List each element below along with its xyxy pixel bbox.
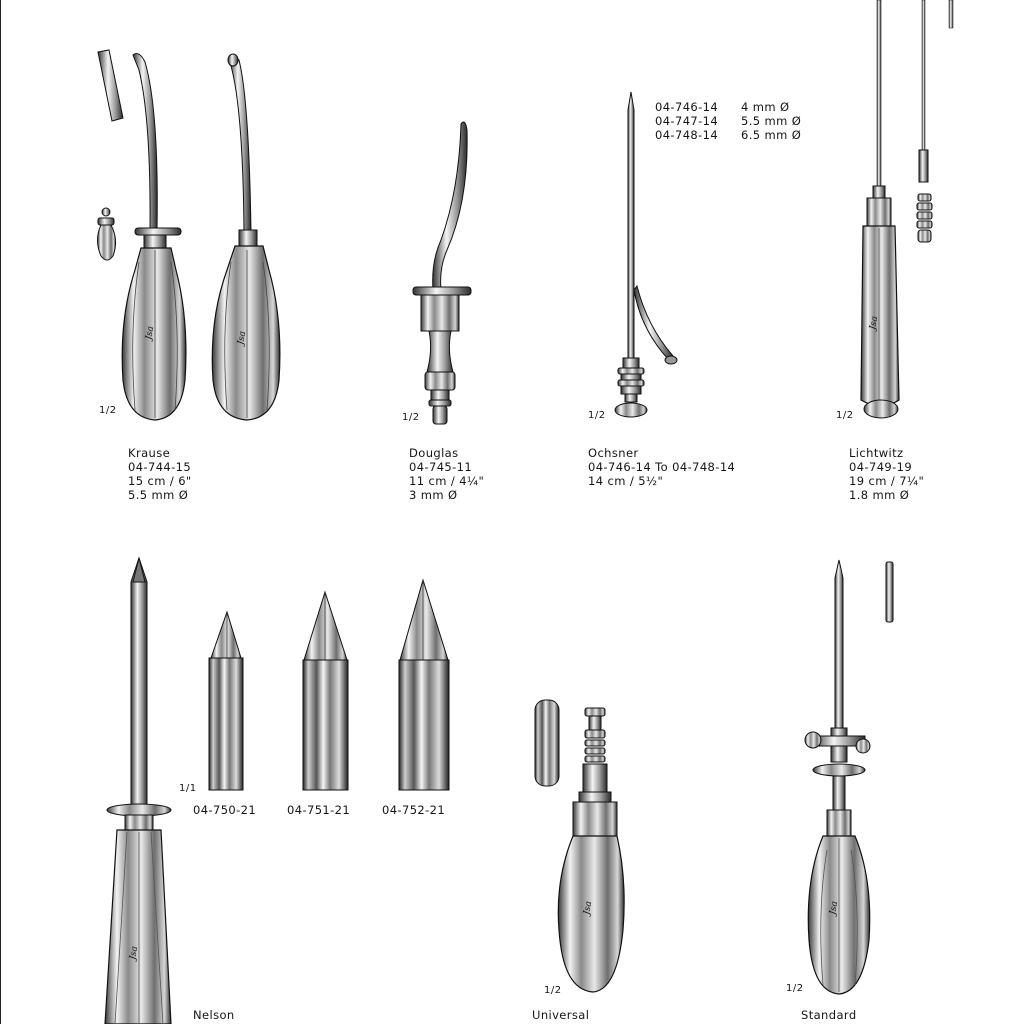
standard-name: Standard	[801, 1008, 857, 1022]
product-name: Douglas	[409, 446, 459, 460]
standard-trocar-illustration	[805, 560, 893, 994]
size-row-code: 04-746-14	[655, 100, 719, 114]
universal-trocar-illustration	[535, 700, 624, 992]
nelson-tip-code: 04-751-21	[287, 803, 351, 817]
krause-handle-logo-2: Jsa	[236, 330, 249, 346]
product-diameter: 3 mm Ø	[409, 488, 458, 502]
universal-scale: 1/2	[544, 985, 562, 996]
product-length: 11 cm / 4¼"	[409, 474, 485, 488]
size-row-code: 04-747-14	[655, 114, 719, 128]
product-code: 04-745-11	[409, 460, 473, 474]
nelson-tips-illustration	[209, 580, 449, 790]
krause-scale: 1/2	[99, 405, 117, 416]
nelson-name: Nelson	[193, 1008, 235, 1022]
instrument-illustrations	[1, 0, 1024, 1024]
product-code: 04-746-14 To 04-748-14	[588, 460, 736, 474]
product-length: 19 cm / 7¼"	[849, 474, 925, 488]
lichtwitz-scale: 1/2	[836, 410, 854, 421]
product-length: 15 cm / 6"	[128, 474, 192, 488]
standard-scale: 1/2	[786, 983, 804, 994]
universal-name: Universal	[532, 1008, 590, 1022]
product-length: 14 cm / 5½"	[588, 474, 664, 488]
ochsner-scale: 1/2	[588, 410, 606, 421]
krause-handle-logo-1: Jsa	[144, 325, 157, 341]
nelson-tip-code: 04-750-21	[193, 803, 257, 817]
universal-handle-logo: Jsa	[582, 900, 595, 916]
product-name: Lichtwitz	[849, 446, 904, 460]
product-code: 04-749-19	[849, 460, 913, 474]
douglas-trocar-illustration	[413, 122, 471, 424]
lichtwitz-handle-logo: Jsa	[868, 315, 881, 331]
nelson-tips-scale: 1/1	[179, 783, 197, 794]
product-diameter: 5.5 mm Ø	[128, 488, 189, 502]
product-code: 04-744-15	[128, 460, 192, 474]
size-row-code: 04-748-14	[655, 128, 719, 142]
size-row-diameter: 6.5 mm Ø	[741, 128, 802, 142]
nelson-tip-code: 04-752-21	[382, 803, 446, 817]
product-diameter: 1.8 mm Ø	[849, 488, 910, 502]
size-row-diameter: 5.5 mm Ø	[741, 114, 802, 128]
nelson-handle-logo: Jsa	[128, 945, 141, 961]
product-name: Ochsner	[588, 446, 639, 460]
product-name: Krause	[128, 446, 171, 460]
douglas-scale: 1/2	[402, 412, 420, 423]
standard-handle-logo: Jsa	[828, 900, 841, 916]
krause-trocar-illustration	[98, 50, 280, 420]
lichtwitz-trocar-illustration	[861, 0, 953, 418]
size-row-diameter: 4 mm Ø	[741, 100, 790, 114]
